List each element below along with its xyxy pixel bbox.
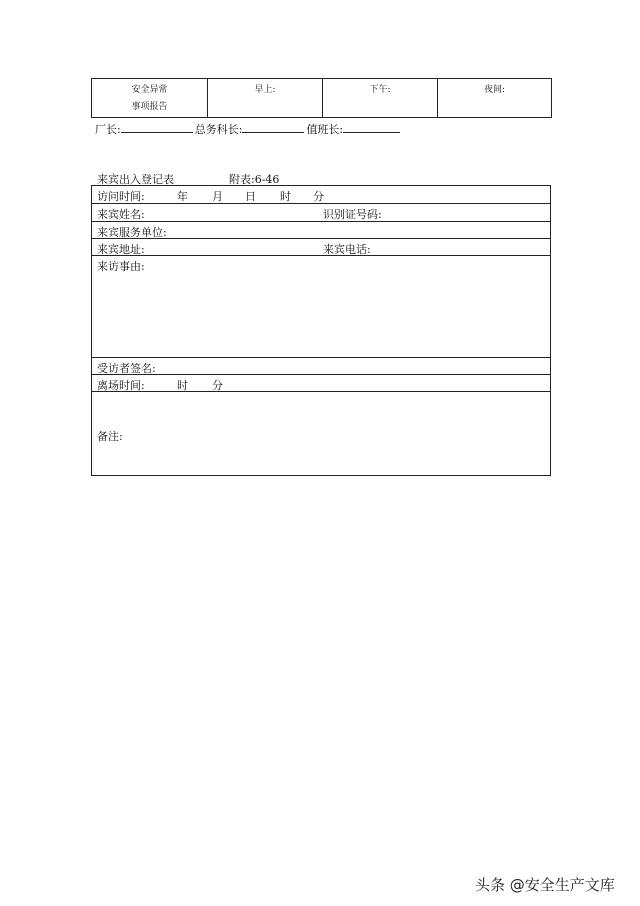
month-label: 月 [212, 190, 223, 203]
address-label: 来宾地址: [97, 243, 145, 256]
visit-time-label: 访问时间: [97, 190, 145, 203]
report-title-line2: 事项报告 [131, 102, 168, 112]
factory-director-label: 厂长: [95, 123, 121, 136]
afternoon-cell: 下午: [323, 79, 438, 117]
hour-label: 时 [280, 190, 291, 203]
watermark: 头条 @安全生产文库 [475, 876, 615, 894]
leave-time-label: 离场时间: [97, 379, 145, 392]
report-title-line1: 安全异常 [131, 85, 168, 95]
year-label: 年 [177, 190, 188, 203]
morning-cell: 早上: [208, 79, 323, 117]
factory-director-line[interactable] [121, 122, 193, 133]
day-label: 日 [245, 190, 256, 203]
report-title-cell [92, 79, 208, 117]
visitor-name-label: 来宾姓名: [97, 208, 145, 221]
form-title: 来宾出入登记表 [97, 173, 174, 186]
duty-chief-label: 值班长: [306, 123, 344, 136]
remarks-row[interactable] [92, 392, 550, 475]
leave-hour-label: 时 [177, 379, 188, 392]
visit-time-row[interactable] [92, 186, 550, 204]
host-signature-label: 受访者签名: [97, 362, 156, 375]
leave-time-row[interactable] [92, 375, 550, 392]
employer-row[interactable] [92, 222, 550, 239]
attachment-number: 附表:6-46 [229, 173, 280, 186]
leave-minute-label: 分 [212, 379, 223, 392]
night-cell: 夜间: [483, 85, 506, 95]
minute-label: 分 [313, 190, 324, 203]
address-row[interactable] [92, 239, 550, 256]
duty-chief-line[interactable] [343, 122, 400, 133]
general-affairs-chief-label: 总务科长: [194, 123, 243, 136]
reason-label: 来访事由: [97, 260, 145, 273]
reason-row[interactable] [92, 256, 550, 358]
employer-label: 来宾服务单位: [97, 226, 167, 239]
report-table [91, 78, 552, 118]
signature-row [95, 121, 402, 137]
remarks-label: 备注: [97, 430, 123, 443]
id-number-label: 识别证号码: [323, 208, 382, 221]
general-affairs-chief-line[interactable] [242, 122, 304, 133]
visitor-form [91, 185, 551, 476]
phone-label: 来宾电话: [323, 243, 371, 256]
visitor-name-row[interactable] [92, 204, 550, 222]
host-signature-row[interactable] [92, 358, 550, 375]
